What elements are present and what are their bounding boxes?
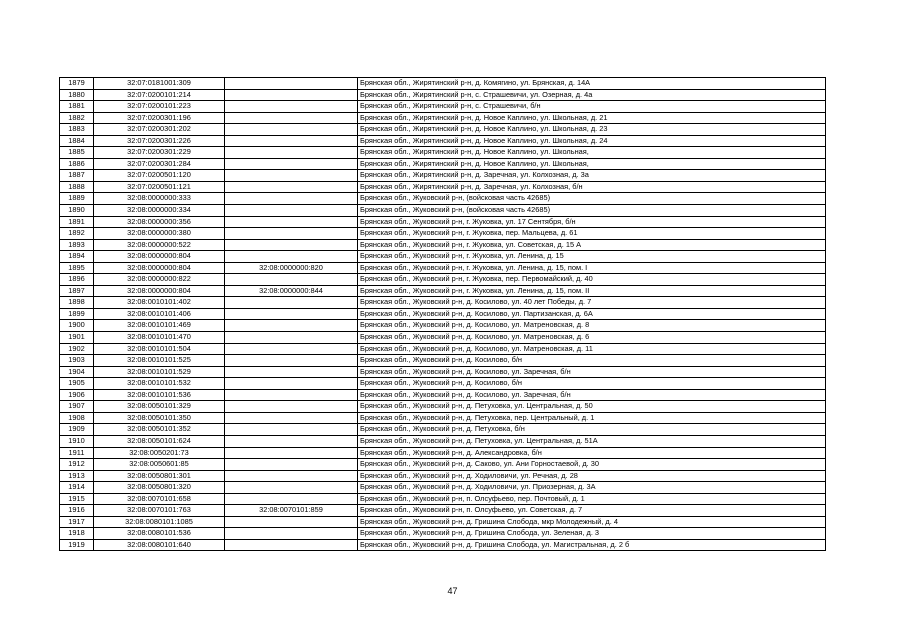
table-row (60, 539, 826, 551)
table-row (60, 205, 826, 217)
related-cadastral-number-cell (225, 435, 358, 447)
address-cell: Брянская обл., Жирятинский р-н, д. Заречная, ул. Колхозная, д. 3а (358, 170, 826, 182)
address-cell: Брянская обл., Жуковский р-н, д. Косилово, ул. Матреновская, д. 8 (358, 320, 826, 332)
cadastral-number-cell: 32:07:0200501:120 (94, 170, 225, 182)
related-cadastral-number-cell (225, 297, 358, 309)
row-number-cell: 1917 (60, 516, 94, 528)
table-row (60, 343, 826, 355)
table-body (60, 78, 826, 551)
address-cell: Брянская обл., Жуковский р-н, д. Косилово, б/н (358, 355, 826, 367)
table-row (60, 101, 826, 113)
table-row (60, 239, 826, 251)
table-row (60, 124, 826, 136)
address-cell: Брянская обл., Жуковский р-н, д. Косилово, б/н (358, 378, 826, 390)
table-row (60, 285, 826, 297)
cadastral-number-cell: 32:08:0050201:73 (94, 447, 225, 459)
address-cell: Брянская обл., Жуковский р-н, д. Косилово, ул. Матреновская, д. 6 (358, 332, 826, 344)
page-number: 47 (447, 586, 458, 596)
cadastral-number-cell: 32:08:0050601:85 (94, 459, 225, 471)
row-number-cell: 1915 (60, 493, 94, 505)
cadastral-number-cell: 32:07:0200101:223 (94, 101, 225, 113)
row-number-cell: 1916 (60, 505, 94, 517)
table-row (60, 181, 826, 193)
related-cadastral-number-cell (225, 343, 358, 355)
address-cell: Брянская обл., Жирятинский р-н, с. Страшевичи, ул. Озерная, д. 4а (358, 89, 826, 101)
related-cadastral-number-cell (225, 124, 358, 136)
row-number-cell: 1882 (60, 112, 94, 124)
cadastral-number-cell: 32:08:0050101:329 (94, 401, 225, 413)
address-cell: Брянская обл., Жуковский р-н, д. Гришина Слобода, мкр Молодежный, д. 4 (358, 516, 826, 528)
related-cadastral-number-cell (225, 459, 358, 471)
table-row (60, 505, 826, 517)
table-row (60, 378, 826, 390)
cadastral-number-cell: 32:08:0010101:532 (94, 378, 225, 390)
row-number-cell: 1890 (60, 205, 94, 217)
related-cadastral-number-cell (225, 389, 358, 401)
related-cadastral-number-cell (225, 89, 358, 101)
related-cadastral-number-cell (225, 158, 358, 170)
address-cell: Брянская обл., Жуковский р-н, д. Петуховка, ул. Центральная, д. 51А (358, 435, 826, 447)
cadastral-number-cell: 32:07:0200501:121 (94, 181, 225, 193)
table-row (60, 251, 826, 263)
cadastral-number-cell: 32:07:0200301:226 (94, 135, 225, 147)
row-number-cell: 1908 (60, 412, 94, 424)
table-row (60, 389, 826, 401)
row-number-cell: 1881 (60, 101, 94, 113)
related-cadastral-number-cell (225, 193, 358, 205)
related-cadastral-number-cell (225, 378, 358, 390)
cadastral-number-cell: 32:07:0200301:284 (94, 158, 225, 170)
cadastral-number-cell: 32:08:0000000:380 (94, 228, 225, 240)
table-row (60, 332, 826, 344)
row-number-cell: 1911 (60, 447, 94, 459)
table-row (60, 424, 826, 436)
row-number-cell: 1884 (60, 135, 94, 147)
related-cadastral-number-cell (225, 239, 358, 251)
table-row (60, 516, 826, 528)
related-cadastral-number-cell (225, 78, 358, 90)
cadastral-number-cell: 32:08:0010101:402 (94, 297, 225, 309)
related-cadastral-number-cell: 32:08:0070101:859 (225, 505, 358, 517)
address-cell: Брянская обл., Жуковский р-н, г. Жуковка, ул. Ленина, д. 15, пом. I (358, 262, 826, 274)
related-cadastral-number-cell (225, 412, 358, 424)
cadastral-number-cell: 32:08:0010101:504 (94, 343, 225, 355)
related-cadastral-number-cell (225, 401, 358, 413)
related-cadastral-number-cell (225, 447, 358, 459)
address-cell: Брянская обл., Жуковский р-н, д. Петуховка, б/н (358, 424, 826, 436)
cadastral-number-cell: 32:08:0000000:333 (94, 193, 225, 205)
related-cadastral-number-cell (225, 274, 358, 286)
table-row (60, 412, 826, 424)
cadastral-number-cell: 32:08:0070101:658 (94, 493, 225, 505)
address-cell: Брянская обл., Жуковский р-н, г. Жуковка, пер. Мальцева, д. 61 (358, 228, 826, 240)
related-cadastral-number-cell (225, 470, 358, 482)
related-cadastral-number-cell (225, 320, 358, 332)
table-row (60, 355, 826, 367)
row-number-cell: 1888 (60, 181, 94, 193)
cadastral-number-cell: 32:08:0050101:350 (94, 412, 225, 424)
related-cadastral-number-cell (225, 216, 358, 228)
table-row (60, 112, 826, 124)
row-number-cell: 1906 (60, 389, 94, 401)
address-cell: Брянская обл., Жуковский р-н, д. Косилово, ул. Матреновская, д. 11 (358, 343, 826, 355)
cadastral-number-cell: 32:08:0000000:822 (94, 274, 225, 286)
row-number-cell: 1902 (60, 343, 94, 355)
related-cadastral-number-cell (225, 147, 358, 159)
address-cell: Брянская обл., Жуковский р-н, д. Ходиловичи, ул. Речная, д. 28 (358, 470, 826, 482)
row-number-cell: 1899 (60, 308, 94, 320)
row-number-cell: 1900 (60, 320, 94, 332)
row-number-cell: 1914 (60, 482, 94, 494)
table-row (60, 366, 826, 378)
row-number-cell: 1910 (60, 435, 94, 447)
table-row (60, 528, 826, 540)
address-cell: Брянская обл., Жуковский р-н, д. Александровка, б/н (358, 447, 826, 459)
cadastral-number-cell: 32:08:0010101:469 (94, 320, 225, 332)
table-row (60, 308, 826, 320)
cadastral-number-cell: 32:07:0200301:196 (94, 112, 225, 124)
cadastral-number-cell: 32:08:0080101:1085 (94, 516, 225, 528)
property-register-table (59, 77, 826, 551)
address-cell: Брянская обл., Жуковский р-н, д. Петуховка, пер. Центральный, д. 1 (358, 412, 826, 424)
address-cell: Брянская обл., Жуковский р-н, г. Жуковка, ул. 17 Сентября, б/н (358, 216, 826, 228)
related-cadastral-number-cell (225, 366, 358, 378)
address-cell: Брянская обл., Жуковский р-н, д. Гришина Слобода, ул. Магистральная, д. 2 б (358, 539, 826, 551)
related-cadastral-number-cell: 32:08:0000000:820 (225, 262, 358, 274)
table-row (60, 262, 826, 274)
cadastral-number-cell: 32:08:0050801:301 (94, 470, 225, 482)
related-cadastral-number-cell (225, 539, 358, 551)
address-cell: Брянская обл., Жуковский р-н, д. Косилово, ул. 40 лет Победы, д. 7 (358, 297, 826, 309)
related-cadastral-number-cell (225, 516, 358, 528)
address-cell: Брянская обл., Жирятинский р-н, с. Страшевичи, б/н (358, 101, 826, 113)
row-number-cell: 1904 (60, 366, 94, 378)
address-cell: Брянская обл., Жуковский р-н, г. Жуковка, ул. Ленина, д. 15, пом. II (358, 285, 826, 297)
row-number-cell: 1907 (60, 401, 94, 413)
table-row (60, 158, 826, 170)
table-row (60, 89, 826, 101)
address-cell: Брянская обл., Жуковский р-н, г. Жуковка, ул. Ленина, д. 15 (358, 251, 826, 263)
related-cadastral-number-cell (225, 528, 358, 540)
related-cadastral-number-cell (225, 135, 358, 147)
related-cadastral-number-cell (225, 424, 358, 436)
row-number-cell: 1889 (60, 193, 94, 205)
cadastral-number-cell: 32:08:0010101:536 (94, 389, 225, 401)
address-cell: Брянская обл., Жуковский р-н, г. Жуковка, ул. Советская, д. 15 А (358, 239, 826, 251)
row-number-cell: 1891 (60, 216, 94, 228)
cadastral-number-cell: 32:08:0000000:356 (94, 216, 225, 228)
address-cell: Брянская обл., Жирятинский р-н, д. Новое Каплино, ул. Школьная, д. 21 (358, 112, 826, 124)
row-number-cell: 1883 (60, 124, 94, 136)
address-cell: Брянская обл., Жирятинский р-н, д. Новое Каплино, ул. Школьная, (358, 147, 826, 159)
address-cell: Брянская обл., Жирятинский р-н, д. Новое Каплино, ул. Школьная, д. 23 (358, 124, 826, 136)
related-cadastral-number-cell (225, 205, 358, 217)
address-cell: Брянская обл., Жуковский р-н, д. Ходиловичи, ул. Приозерная, д. 3А (358, 482, 826, 494)
address-cell: Брянская обл., Жуковский р-н, д. Косилово, ул. Заречная, б/н (358, 389, 826, 401)
related-cadastral-number-cell (225, 251, 358, 263)
cadastral-number-cell: 32:08:0050101:624 (94, 435, 225, 447)
address-cell: Брянская обл., Жуковский р-н, д. Косилово, ул. Партизанская, д. 6А (358, 308, 826, 320)
cadastral-number-cell: 32:08:0000000:334 (94, 205, 225, 217)
cadastral-number-cell: 32:08:0000000:804 (94, 285, 225, 297)
row-number-cell: 1903 (60, 355, 94, 367)
table-row (60, 216, 826, 228)
cadastral-number-cell: 32:07:0181001:309 (94, 78, 225, 90)
table-row (60, 493, 826, 505)
table-row (60, 78, 826, 90)
cadastral-number-cell: 32:08:0050801:320 (94, 482, 225, 494)
cadastral-number-cell: 32:08:0010101:525 (94, 355, 225, 367)
row-number-cell: 1919 (60, 539, 94, 551)
row-number-cell: 1893 (60, 239, 94, 251)
cadastral-number-cell: 32:08:0080101:640 (94, 539, 225, 551)
related-cadastral-number-cell (225, 101, 358, 113)
table-row (60, 274, 826, 286)
address-cell: Брянская обл., Жирятинский р-н, д. Заречная, ул. Колхозная, б/н (358, 181, 826, 193)
cadastral-number-cell: 32:08:0010101:470 (94, 332, 225, 344)
related-cadastral-number-cell (225, 308, 358, 320)
address-cell: Брянская обл., Жуковский р-н, д. Косилово, ул. Заречная, б/н (358, 366, 826, 378)
table-row (60, 297, 826, 309)
table-row (60, 320, 826, 332)
row-number-cell: 1894 (60, 251, 94, 263)
cadastral-number-cell: 32:08:0000000:804 (94, 251, 225, 263)
address-cell: Брянская обл., Жуковский р-н, д. Саково, ул. Ани Горностаевой, д. 30 (358, 459, 826, 471)
cadastral-number-cell: 32:07:0200301:229 (94, 147, 225, 159)
row-number-cell: 1892 (60, 228, 94, 240)
related-cadastral-number-cell: 32:08:0000000:844 (225, 285, 358, 297)
related-cadastral-number-cell (225, 112, 358, 124)
row-number-cell: 1912 (60, 459, 94, 471)
address-cell: Брянская обл., Жирятинский р-н, д. Комягино, ул. Брянская, д. 14А (358, 78, 826, 90)
cadastral-number-cell: 32:08:0070101:763 (94, 505, 225, 517)
related-cadastral-number-cell (225, 332, 358, 344)
address-cell: Брянская обл., Жуковский р-н, д. Гришина Слобода, ул. Зеленая, д. 3 (358, 528, 826, 540)
row-number-cell: 1879 (60, 78, 94, 90)
table-row (60, 482, 826, 494)
related-cadastral-number-cell (225, 493, 358, 505)
cadastral-number-cell: 32:08:0080101:536 (94, 528, 225, 540)
row-number-cell: 1887 (60, 170, 94, 182)
table-row (60, 193, 826, 205)
address-cell: Брянская обл., Жуковский р-н, п. Олсуфьево, ул. Советская, д. 7 (358, 505, 826, 517)
cadastral-number-cell: 32:08:0050101:352 (94, 424, 225, 436)
table-row (60, 147, 826, 159)
table-row (60, 459, 826, 471)
table-row (60, 170, 826, 182)
row-number-cell: 1898 (60, 297, 94, 309)
address-cell: Брянская обл., Жуковский р-н, д. Петуховка, ул. Центральная, д. 50 (358, 401, 826, 413)
row-number-cell: 1885 (60, 147, 94, 159)
row-number-cell: 1913 (60, 470, 94, 482)
address-cell: Брянская обл., Жирятинский р-н, д. Новое Каплино, ул. Школьная, д. 24 (358, 135, 826, 147)
related-cadastral-number-cell (225, 355, 358, 367)
address-cell: Брянская обл., Жирятинский р-н, д. Новое Каплино, ул. Школьная, (358, 158, 826, 170)
address-cell: Брянская обл., Жуковский р-н, (войсковая часть 42685) (358, 193, 826, 205)
row-number-cell: 1909 (60, 424, 94, 436)
cadastral-number-cell: 32:07:0200301:202 (94, 124, 225, 136)
related-cadastral-number-cell (225, 170, 358, 182)
row-number-cell: 1880 (60, 89, 94, 101)
cadastral-number-cell: 32:08:0000000:522 (94, 239, 225, 251)
cadastral-number-cell: 32:07:0200101:214 (94, 89, 225, 101)
address-cell: Брянская обл., Жуковский р-н, (войсковая часть 42685) (358, 205, 826, 217)
related-cadastral-number-cell (225, 228, 358, 240)
row-number-cell: 1901 (60, 332, 94, 344)
row-number-cell: 1895 (60, 262, 94, 274)
cadastral-number-cell: 32:08:0010101:529 (94, 366, 225, 378)
related-cadastral-number-cell (225, 181, 358, 193)
table-row (60, 447, 826, 459)
address-cell: Брянская обл., Жуковский р-н, г. Жуковка, пер. Первомайский, д. 40 (358, 274, 826, 286)
row-number-cell: 1896 (60, 274, 94, 286)
row-number-cell: 1918 (60, 528, 94, 540)
cadastral-number-cell: 32:08:0000000:804 (94, 262, 225, 274)
related-cadastral-number-cell (225, 482, 358, 494)
address-cell: Брянская обл., Жуковский р-н, п. Олсуфьево, пер. Почтовый, д. 1 (358, 493, 826, 505)
cadastral-number-cell: 32:08:0010101:406 (94, 308, 225, 320)
row-number-cell: 1905 (60, 378, 94, 390)
table-row (60, 435, 826, 447)
table-row (60, 401, 826, 413)
table-row (60, 470, 826, 482)
row-number-cell: 1886 (60, 158, 94, 170)
table-row (60, 228, 826, 240)
row-number-cell: 1897 (60, 285, 94, 297)
table-row (60, 135, 826, 147)
